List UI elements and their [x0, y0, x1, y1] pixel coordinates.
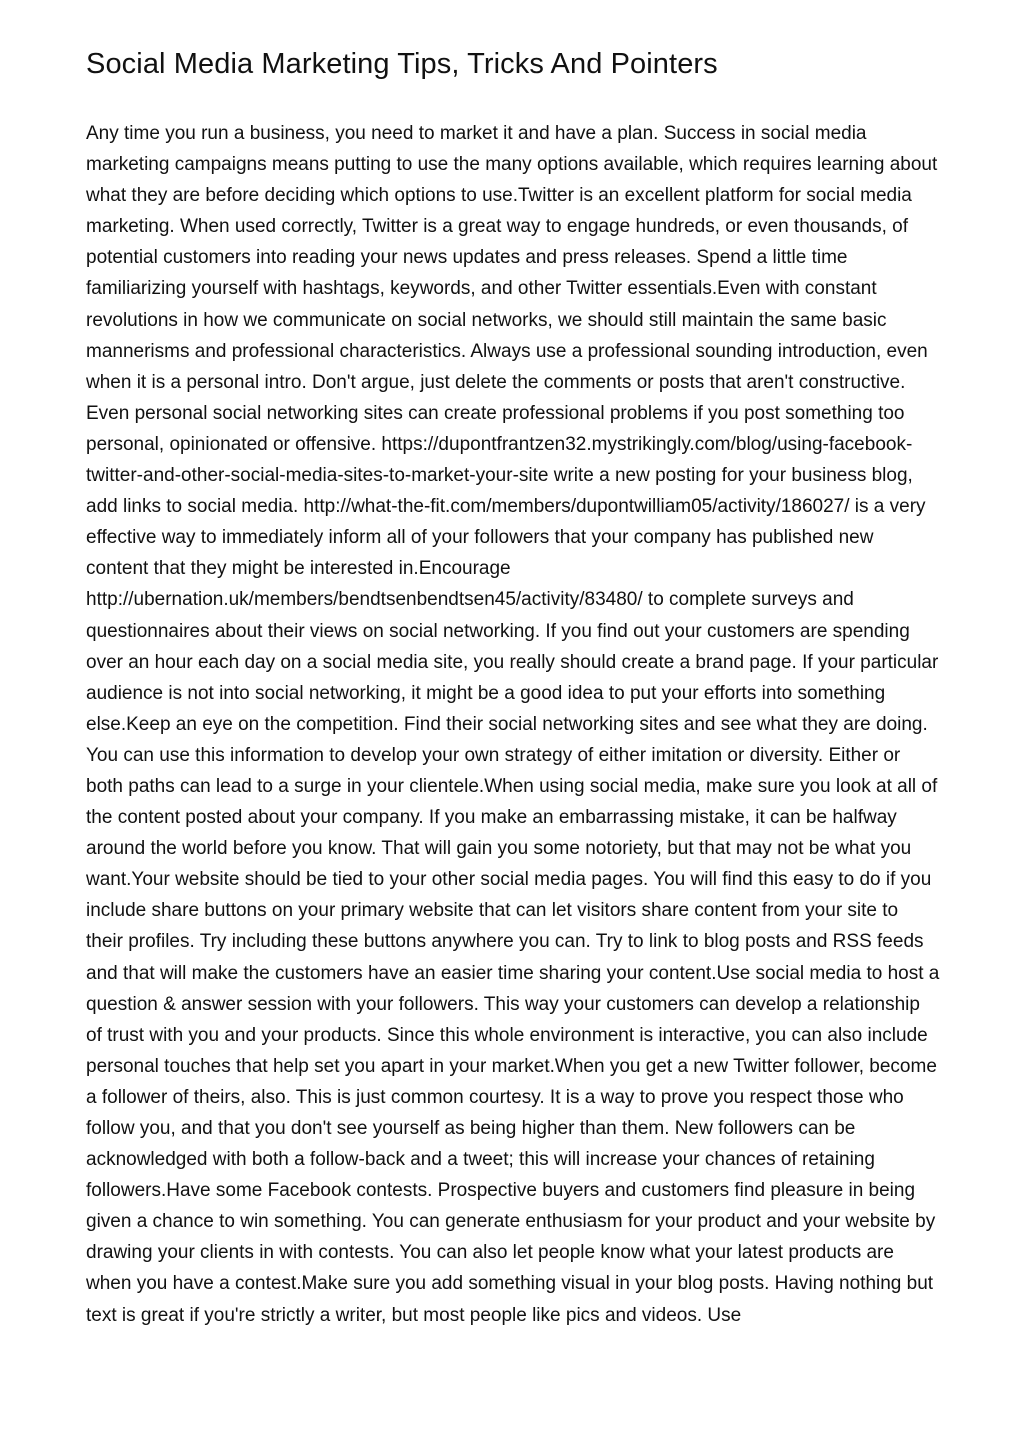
document-body: Any time you run a business, you need to market it and have a plan. Success in social media marketing campaigns means putting to use the many options available, which requires learning about what they are before deciding which options to use.Twitter is an excellent platform for social media marketing. When used correctly, Twitter is a great way to engage hundreds, or even thousands, of potential customers into reading your news updates and press releases. Spend a little time familiarizing yourself with hashtags, keywords, and other Twitter essentials.Even with constant revolutions in how we communicate on social networks, we should still maintain the same basic mannerisms and professional characteristics. Always use a professional sounding introduction, even when it is a personal intro. Don't argue, just delete the comments or posts that aren't constructive. Even personal social networking sites can create professional problems if you post something too personal, opinionated or offensive. https://dupontfrantzen32.mystrikingly.com/blog/using-facebook-twitter-and-other-social-media-sites-to-market-your-site write a new posting for your business blog, add links to social media. http://what-the-fit.com/members/dupontwilliam05/activity/186027/ is a very effective way to immediately inform all of your followers that your company has published new content that they might be interested in.Encourage http://ubernation.uk/members/bendtsenbendtsen45/activity/83480/ to complete surveys and questionnaires about their views on social networking. If you find out your customers are spending over an hour each day on a social media site, you really should create a brand page. If your particular audience is not into social networking, it might be a good idea to put your efforts into something else.Keep an eye on the competition. Find their social networking sites and see what they are doing. You can use this information to develop your own strategy of either imitation or diversity. Either or both paths can lead to a surge in your clientele.When using social media, make sure you look at all of the content posted about your company. If you make an embarrassing mistake, it can be halfway around the world before you know. That will gain you some notoriety, but that may not be what you want.Your website should be tied to your other social media pages. You will find this easy to do if you include share buttons on your primary website that can let visitors share content from your site to their profiles. Try including these buttons anywhere you can. Try to link to blog posts and RSS feeds and that will make the customers have an easier time sharing your content.Use social media to host a question & answer session with your followers. This way your customers can develop a relationship of trust with you and your products. Since this whole environment is interactive, you can also include personal touches that help set you apart in your market.When you get a new Twitter follower, become a follower of theirs, also. This is just common courtesy. It is a way to prove you respect those who follow you, and that you don't see yourself as being higher than them. New followers can be acknowledged with both a follow-back and a tweet; this will increase your chances of retaining followers.Have some Facebook contests. Prospective buyers and customers find pleasure in being given a chance to win something. You can generate enthusiasm for your product and your website by drawing your clients in with contests. You can also let people know what your latest products are when you have a contest.Make sure you add something visual in your blog posts. Having nothing but text is great if you're strictly a writer, but most people like pics and videos. Use [86, 123, 940, 1326]
document-title: Social Media Marketing Tips, Tricks And Pointers [86, 48, 718, 80]
